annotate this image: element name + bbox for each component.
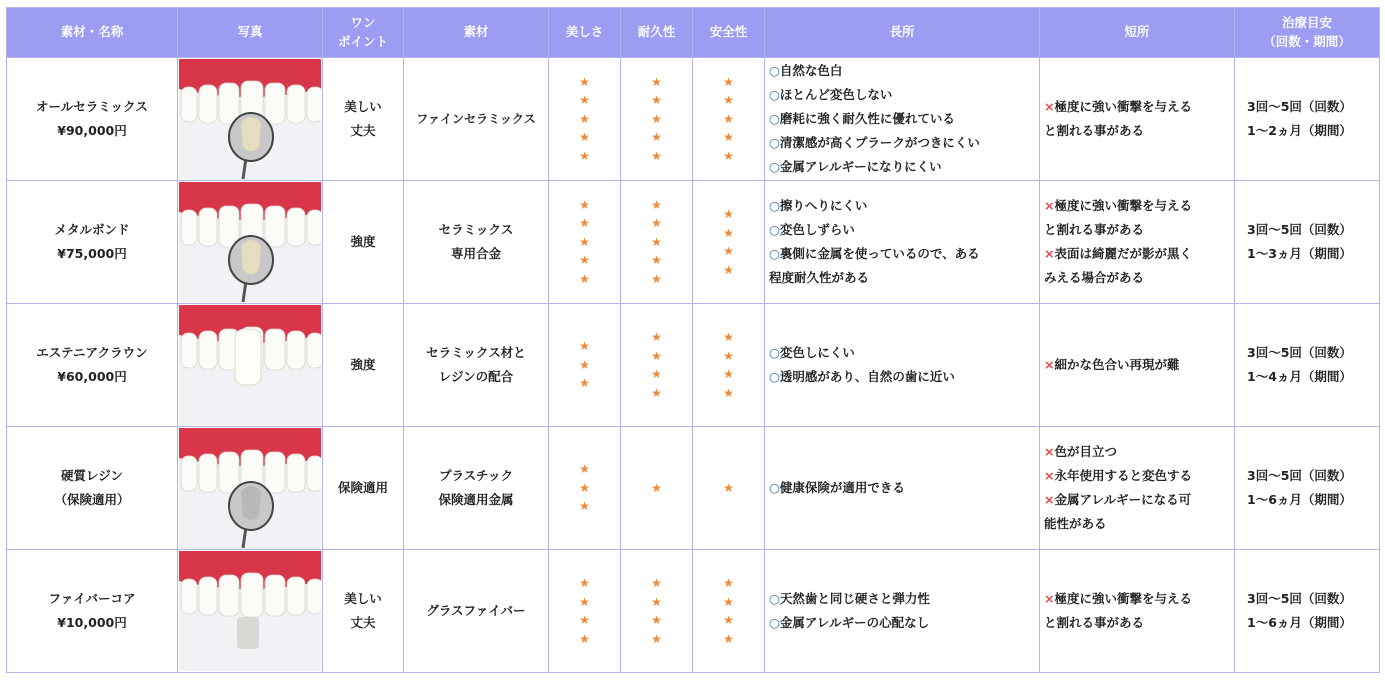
tooth bbox=[219, 452, 239, 493]
star-icon: ★ bbox=[651, 631, 662, 646]
safety-rating-cell bbox=[693, 304, 765, 427]
bad-mark-icon: × bbox=[1044, 357, 1055, 372]
star-icon: ★ bbox=[723, 576, 734, 590]
demerits-cell bbox=[1040, 58, 1235, 181]
material-name-cell bbox=[7, 58, 178, 181]
tooth bbox=[265, 329, 285, 370]
beauty-rating-cell bbox=[549, 181, 621, 304]
demerit-text: 永年使用すると変色する bbox=[1054, 468, 1192, 483]
one-point-text: 美しい bbox=[344, 99, 382, 115]
bad-mark-icon: × bbox=[1044, 492, 1055, 507]
material-text: 保険適用金属 bbox=[438, 492, 514, 507]
tooth bbox=[265, 575, 285, 616]
durability-rating-cell bbox=[621, 427, 693, 550]
photo-cell bbox=[178, 550, 323, 673]
header-point bbox=[323, 8, 404, 58]
material-text: レジンの配合 bbox=[438, 369, 514, 384]
star-icon: ★ bbox=[579, 216, 590, 231]
material-price: ¥90,000円 bbox=[57, 123, 127, 138]
photo-cell bbox=[178, 304, 323, 427]
tooth bbox=[265, 206, 285, 247]
demerit-text: 極度に強い衝撃を与える bbox=[1054, 198, 1192, 213]
crown-sample bbox=[241, 486, 261, 520]
photo-cell bbox=[178, 181, 323, 304]
star-icon: ★ bbox=[723, 367, 734, 381]
fiber-core-post bbox=[237, 617, 259, 649]
one-point-cell bbox=[323, 58, 404, 181]
tooth bbox=[287, 577, 305, 615]
header-safety: 安全性 bbox=[693, 8, 765, 58]
star-icon: ★ bbox=[723, 613, 734, 627]
merit-text: 自然な色白 bbox=[779, 63, 843, 78]
demerit-text: 色が目立つ bbox=[1054, 444, 1117, 459]
good-mark-icon: ○ bbox=[769, 111, 780, 126]
crown-sample bbox=[241, 117, 261, 151]
star-icon: ★ bbox=[579, 74, 590, 89]
star-icon: ★ bbox=[723, 207, 734, 221]
durability-rating-cell bbox=[621, 550, 693, 673]
beauty-rating-cell bbox=[549, 58, 621, 181]
material-price: ¥60,000円 bbox=[57, 369, 127, 384]
star-icon: ★ bbox=[579, 271, 590, 286]
material-cell bbox=[404, 58, 549, 181]
header-row bbox=[7, 8, 1380, 58]
star-icon: ★ bbox=[651, 594, 662, 609]
star-icon: ★ bbox=[579, 197, 590, 212]
demerit-text: 極度に強い衝撃を与える bbox=[1054, 99, 1192, 114]
material-name: オールセラミックス bbox=[36, 99, 148, 115]
tooth bbox=[265, 452, 285, 493]
good-mark-icon: ○ bbox=[769, 369, 780, 384]
star-icon: ★ bbox=[651, 613, 662, 627]
material-name: メタルボンド bbox=[54, 222, 130, 238]
bad-mark-icon: × bbox=[1044, 468, 1055, 483]
demerit-text: と割れる事がある bbox=[1044, 222, 1145, 237]
good-mark-icon: ○ bbox=[769, 345, 780, 360]
material-name-cell bbox=[7, 427, 178, 550]
star-icon: ★ bbox=[723, 130, 734, 145]
treatment-cell bbox=[1235, 181, 1380, 304]
material-name: エステニアクラウン bbox=[36, 345, 148, 361]
tooth bbox=[181, 579, 197, 614]
treatment-text: 3回〜5回（回数） bbox=[1247, 468, 1352, 483]
star-icon: ★ bbox=[723, 93, 734, 108]
star-icon: ★ bbox=[579, 594, 590, 609]
tooth bbox=[219, 575, 239, 616]
good-mark-icon: ○ bbox=[769, 87, 780, 102]
good-mark-icon: ○ bbox=[769, 591, 780, 606]
tooth bbox=[307, 333, 321, 368]
star-icon: ★ bbox=[651, 74, 662, 89]
treatment-text: 1〜6ヵ月（期間） bbox=[1247, 615, 1352, 630]
merit-text: 裏側に金属を使っているので、ある bbox=[779, 246, 980, 261]
durability-rating-cell bbox=[621, 58, 693, 181]
header-point-line2: ポイント bbox=[337, 33, 388, 49]
material-name: 硬質レジン bbox=[61, 468, 123, 484]
material-cell bbox=[404, 427, 549, 550]
crown-sample bbox=[241, 240, 261, 274]
merit-text: 天然歯と同じ硬さと弾力性 bbox=[779, 591, 930, 606]
star-icon: ★ bbox=[579, 93, 590, 108]
tooth bbox=[181, 87, 197, 122]
beauty-rating-cell bbox=[549, 304, 621, 427]
star-icon: ★ bbox=[579, 613, 590, 627]
demerits-cell bbox=[1040, 181, 1235, 304]
good-mark-icon: ○ bbox=[769, 615, 780, 630]
header-treatment-line2: （回数・期間） bbox=[1263, 33, 1351, 49]
one-point-text: 丈夫 bbox=[350, 123, 376, 138]
one-point-cell bbox=[323, 304, 404, 427]
tooth bbox=[181, 333, 197, 368]
good-mark-icon: ○ bbox=[769, 159, 780, 174]
merit-text: 金属アレルギーの心配なし bbox=[779, 615, 930, 630]
treatment-cell bbox=[1235, 304, 1380, 427]
star-icon: ★ bbox=[579, 376, 590, 391]
star-icon: ★ bbox=[579, 234, 590, 249]
star-icon: ★ bbox=[579, 130, 590, 145]
treatment-text: 1〜2ヵ月（期間） bbox=[1247, 123, 1352, 138]
star-icon: ★ bbox=[723, 631, 734, 646]
merit-text: 変色しずらい bbox=[779, 222, 855, 237]
tooth bbox=[199, 208, 217, 246]
tooth bbox=[241, 573, 263, 617]
treatment-text: 1〜3ヵ月（期間） bbox=[1247, 246, 1352, 261]
header-name: 素材・名称 bbox=[7, 8, 178, 58]
merit-text: 程度耐久性がある bbox=[769, 270, 870, 285]
treatment-text: 3回〜5回（回数） bbox=[1247, 345, 1352, 360]
crown-comparison-table bbox=[6, 7, 1380, 673]
durability-rating-cell bbox=[621, 181, 693, 304]
star-icon: ★ bbox=[651, 271, 662, 286]
demerit-text: 金属アレルギーになる可 bbox=[1054, 492, 1192, 507]
star-icon: ★ bbox=[723, 262, 734, 277]
merit-text: 清潔感が高くプラークがつきにくい bbox=[779, 135, 980, 150]
star-icon: ★ bbox=[723, 148, 734, 163]
crown-all-ceramic-photo bbox=[179, 59, 321, 179]
tooth bbox=[219, 83, 239, 124]
star-icon: ★ bbox=[651, 348, 662, 363]
treatment-text: 3回〜5回（回数） bbox=[1247, 222, 1352, 237]
one-point-text: 丈夫 bbox=[350, 615, 376, 630]
one-point-cell bbox=[323, 181, 404, 304]
table-row bbox=[7, 427, 1380, 550]
star-icon: ★ bbox=[723, 348, 734, 363]
merit-text: 透明感があり、自然の歯に近い bbox=[779, 369, 955, 384]
star-icon: ★ bbox=[579, 499, 590, 514]
star-icon: ★ bbox=[651, 130, 662, 145]
star-icon: ★ bbox=[723, 111, 734, 126]
treatment-cell bbox=[1235, 58, 1380, 181]
bad-mark-icon: × bbox=[1044, 444, 1055, 459]
material-price: （保険適用） bbox=[54, 492, 130, 507]
star-icon: ★ bbox=[723, 330, 734, 344]
header-point-line1: ワン bbox=[350, 14, 376, 30]
star-icon: ★ bbox=[579, 111, 590, 126]
tooth bbox=[307, 579, 321, 614]
demerit-text: 細かな色合い再現が難 bbox=[1054, 357, 1180, 372]
merit-text: 変色しにくい bbox=[779, 345, 855, 360]
crown-sample bbox=[235, 329, 261, 385]
header-treatment-line1: 治療目安 bbox=[1281, 14, 1332, 30]
crown-metal-bond-photo bbox=[179, 182, 321, 302]
beauty-rating-cell bbox=[549, 427, 621, 550]
material-cell bbox=[404, 181, 549, 304]
star-icon: ★ bbox=[579, 631, 590, 646]
treatment-text: 3回〜5回（回数） bbox=[1247, 591, 1352, 606]
header-beauty: 美しさ bbox=[549, 8, 621, 58]
material-name-cell bbox=[7, 550, 178, 673]
tooth bbox=[199, 85, 217, 123]
good-mark-icon: ○ bbox=[769, 246, 780, 261]
material-text: プラスチック bbox=[438, 468, 513, 484]
tooth bbox=[199, 454, 217, 492]
star-icon: ★ bbox=[651, 253, 662, 268]
material-text: ファインセラミックス bbox=[416, 111, 536, 126]
material-text: セラミックス bbox=[438, 222, 514, 238]
header-treatment bbox=[1235, 8, 1380, 58]
merit-text: ほとんど変色しない bbox=[779, 87, 893, 102]
header-photo: 写真 bbox=[178, 8, 323, 58]
safety-rating-cell bbox=[693, 427, 765, 550]
safety-rating-cell bbox=[693, 58, 765, 181]
tooth bbox=[219, 206, 239, 247]
table-row bbox=[7, 58, 1380, 181]
star-icon: ★ bbox=[579, 339, 590, 354]
good-mark-icon: ○ bbox=[769, 135, 780, 150]
crown-fiber-core-photo bbox=[179, 551, 321, 671]
tooth bbox=[287, 85, 305, 123]
material-text: セラミックス材と bbox=[426, 345, 526, 361]
merits-cell bbox=[765, 58, 1040, 181]
tooth bbox=[287, 454, 305, 492]
safety-rating-cell bbox=[693, 181, 765, 304]
tooth bbox=[181, 210, 197, 245]
star-icon: ★ bbox=[651, 234, 662, 249]
one-point-cell bbox=[323, 427, 404, 550]
table-row bbox=[7, 181, 1380, 304]
star-icon: ★ bbox=[651, 216, 662, 231]
star-icon: ★ bbox=[579, 480, 590, 495]
photo-cell bbox=[178, 58, 323, 181]
bad-mark-icon: × bbox=[1044, 246, 1055, 261]
one-point-text: 強度 bbox=[350, 234, 376, 250]
bad-mark-icon: × bbox=[1044, 198, 1055, 213]
merits-cell bbox=[765, 181, 1040, 304]
star-icon: ★ bbox=[651, 197, 662, 212]
star-icon: ★ bbox=[723, 244, 734, 258]
table-row bbox=[7, 550, 1380, 673]
bad-mark-icon: × bbox=[1044, 99, 1055, 114]
star-icon: ★ bbox=[579, 253, 590, 268]
merit-text: 磨耗に強く耐久性に優れている bbox=[779, 111, 955, 126]
star-icon: ★ bbox=[723, 225, 734, 240]
star-icon: ★ bbox=[723, 385, 734, 400]
star-icon: ★ bbox=[651, 111, 662, 126]
merit-text: 健康保険が適用できる bbox=[779, 480, 905, 495]
material-cell bbox=[404, 304, 549, 427]
star-icon: ★ bbox=[579, 576, 590, 590]
star-icon: ★ bbox=[651, 385, 662, 400]
material-text: グラスファイバー bbox=[426, 603, 526, 619]
star-icon: ★ bbox=[723, 594, 734, 609]
tooth bbox=[199, 577, 217, 615]
bad-mark-icon: × bbox=[1044, 591, 1055, 606]
material-name-cell bbox=[7, 181, 178, 304]
star-icon: ★ bbox=[651, 330, 662, 344]
merits-cell bbox=[765, 427, 1040, 550]
treatment-text: 3回〜5回（回数） bbox=[1247, 99, 1352, 114]
star-icon: ★ bbox=[651, 576, 662, 590]
demerit-text: 表面は綺麗だが影が黒く bbox=[1054, 246, 1192, 261]
tooth bbox=[307, 210, 321, 245]
crown-estenia-photo bbox=[179, 305, 321, 425]
header-demerits: 短所 bbox=[1040, 8, 1235, 58]
one-point-text: 強度 bbox=[350, 357, 376, 373]
material-name-cell bbox=[7, 304, 178, 427]
demerits-cell bbox=[1040, 304, 1235, 427]
merit-text: 擦りへりにくい bbox=[779, 198, 868, 213]
header-material: 素材 bbox=[404, 8, 549, 58]
star-icon: ★ bbox=[651, 367, 662, 381]
merits-cell bbox=[765, 304, 1040, 427]
demerit-text: と割れる事がある bbox=[1044, 123, 1145, 138]
treatment-text: 1〜6ヵ月（期間） bbox=[1247, 492, 1352, 507]
material-text: 専用合金 bbox=[450, 246, 501, 261]
one-point-text: 保険適用 bbox=[337, 480, 388, 496]
material-cell bbox=[404, 550, 549, 673]
one-point-cell bbox=[323, 550, 404, 673]
tooth bbox=[307, 87, 321, 122]
demerit-text: と割れる事がある bbox=[1044, 615, 1145, 630]
star-icon: ★ bbox=[723, 480, 734, 495]
star-icon: ★ bbox=[723, 74, 734, 89]
good-mark-icon: ○ bbox=[769, 222, 780, 237]
star-icon: ★ bbox=[579, 148, 590, 163]
star-icon: ★ bbox=[579, 462, 590, 477]
table-row bbox=[7, 304, 1380, 427]
merit-text: 金属アレルギーになりにくい bbox=[779, 159, 942, 174]
treatment-cell bbox=[1235, 550, 1380, 673]
demerits-cell bbox=[1040, 427, 1235, 550]
photo-cell bbox=[178, 427, 323, 550]
demerit-text: みえる場合がある bbox=[1044, 270, 1145, 285]
material-name: ファイバーコア bbox=[48, 591, 136, 607]
good-mark-icon: ○ bbox=[769, 198, 780, 213]
demerits-cell bbox=[1040, 550, 1235, 673]
star-icon: ★ bbox=[651, 93, 662, 108]
one-point-text: 美しい bbox=[344, 591, 382, 607]
tooth bbox=[307, 456, 321, 491]
header-merits: 長所 bbox=[765, 8, 1040, 58]
tooth bbox=[287, 331, 305, 369]
merits-cell bbox=[765, 550, 1040, 673]
material-price: ¥75,000円 bbox=[57, 246, 127, 261]
tooth bbox=[265, 83, 285, 124]
star-icon: ★ bbox=[579, 357, 590, 372]
crown-hard-resin-photo bbox=[179, 428, 321, 548]
tooth bbox=[181, 456, 197, 491]
material-price: ¥10,000円 bbox=[57, 615, 127, 630]
tooth bbox=[287, 208, 305, 246]
header-durability: 耐久性 bbox=[621, 8, 693, 58]
demerit-text: 能性がある bbox=[1044, 516, 1107, 531]
treatment-cell bbox=[1235, 427, 1380, 550]
tooth bbox=[199, 331, 217, 369]
beauty-rating-cell bbox=[549, 550, 621, 673]
good-mark-icon: ○ bbox=[769, 480, 780, 495]
star-icon: ★ bbox=[651, 148, 662, 163]
demerit-text: 極度に強い衝撃を与える bbox=[1054, 591, 1192, 606]
treatment-text: 1〜4ヵ月（期間） bbox=[1247, 369, 1352, 384]
safety-rating-cell bbox=[693, 550, 765, 673]
durability-rating-cell bbox=[621, 304, 693, 427]
star-icon: ★ bbox=[651, 480, 662, 495]
good-mark-icon: ○ bbox=[769, 63, 780, 78]
